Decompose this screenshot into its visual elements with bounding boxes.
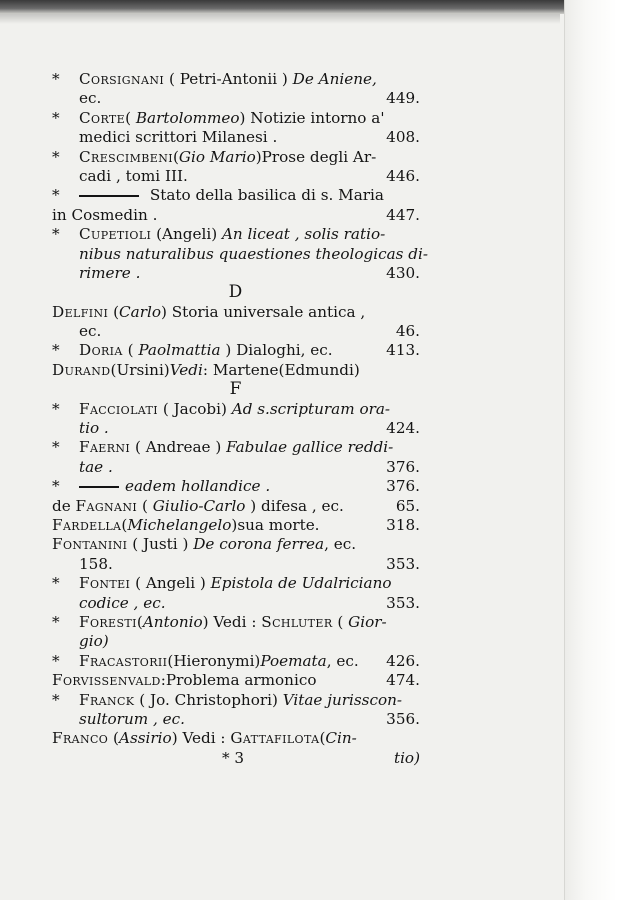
entry-author: Cupetioli [79, 225, 152, 244]
entry-text: ( [108, 302, 120, 321]
entry-author: Facciolati [79, 399, 159, 418]
entry-author: Gattafilota [230, 729, 320, 748]
asterisk-mark: * [52, 399, 60, 418]
entry-text: , ec. [324, 535, 357, 554]
ditto-dash [79, 195, 139, 197]
entry-text: medici scrittori Milanesi . [79, 128, 278, 147]
entry-text: ( Angeli ) [130, 574, 211, 593]
entry-title: codice , ec. [79, 593, 166, 612]
entry-given-name: Carlo [119, 302, 161, 321]
entry-text: ( [125, 108, 136, 127]
index-entry [52, 691, 420, 710]
page-number: 474. [386, 671, 420, 690]
index-entry [52, 70, 420, 89]
entry-author: Corsignani [79, 70, 165, 88]
entry-text: ( [136, 612, 143, 631]
asterisk-mark: * [52, 341, 60, 360]
page-number: 446. [386, 166, 420, 185]
entry-continuation [52, 206, 420, 225]
entry-continuation [52, 710, 420, 729]
entry-given-name: Cin- [325, 729, 357, 748]
index-entry [52, 535, 420, 554]
entry-text: ) Vedi : [171, 729, 231, 748]
entry-text: ( Andreae ) [130, 438, 227, 457]
asterisk-mark: * [52, 690, 60, 709]
entry-continuation-with-signature [52, 749, 420, 768]
index-entry [52, 341, 420, 360]
page-number: 376. [386, 477, 420, 496]
index-entry [52, 361, 420, 380]
entry-text: ) Dialoghi, ec. [220, 341, 333, 360]
page-number: 318. [386, 515, 420, 534]
entry-author: Doria [79, 341, 123, 360]
entry-continuation [52, 322, 420, 341]
index-entry [52, 225, 420, 244]
signature-mark: * 3 [222, 748, 245, 767]
asterisk-mark: * [52, 651, 60, 670]
entry-author: Fontanini [52, 535, 128, 554]
page-number: 449. [386, 89, 420, 108]
index-entry [52, 516, 420, 535]
entry-text: (Angeli) [151, 225, 222, 244]
entry-text: ( [121, 515, 128, 534]
entry-text: ( [137, 496, 153, 515]
index-entry [52, 109, 420, 128]
entry-author: Delfini [52, 302, 109, 321]
entry-text: cadi , tomi III. [79, 166, 188, 185]
entry-text: : Martene(Edmundi) [202, 360, 360, 379]
page-number: 356. [386, 709, 420, 728]
entry-text: ) Storia universale antica , [160, 302, 366, 321]
page-number: 413. [386, 341, 420, 360]
entry-given-name: Bartolommeo [135, 108, 240, 127]
entry-given-name: Michelangelo [127, 515, 232, 534]
entry-text: ) difesa , ec. [245, 496, 344, 515]
section-letter-d: D [228, 282, 244, 303]
index-entry [52, 671, 420, 690]
entry-continuation [52, 555, 420, 574]
entry-title: rimere . [79, 263, 141, 282]
asterisk-mark: * [52, 147, 60, 166]
page-number: 447. [386, 205, 420, 224]
entry-given-name: Giulio-Carlo [152, 496, 246, 515]
entry-text: ec. [79, 322, 102, 341]
page-number: 65. [395, 496, 420, 515]
entry-text: ec. [79, 89, 102, 108]
entry-text: (Ursini) [110, 360, 170, 379]
asterisk-mark: * [52, 438, 60, 457]
entry-text: ( [108, 729, 119, 748]
entry-text: ( Petri-Antonii ) [164, 70, 293, 88]
entry-author: Faerni [79, 438, 131, 457]
index-entry [52, 497, 420, 516]
asterisk-mark: * [52, 612, 60, 631]
entry-author: Crescimbeni [79, 147, 173, 166]
index-entry [52, 574, 420, 593]
index-entry [52, 477, 420, 496]
index-page [52, 70, 428, 768]
entry-continuation [52, 89, 420, 108]
entry-text: ) Notizie intorno a' [239, 108, 385, 127]
entry-given-name: Vedi [169, 360, 203, 379]
entry-title: De Aniene, [292, 70, 377, 88]
asterisk-mark: * [52, 186, 60, 205]
entry-given-name: gio) [79, 632, 109, 651]
entry-author: Corte [79, 108, 126, 127]
entry-author: Franck [79, 690, 135, 709]
asterisk-mark: * [52, 574, 60, 593]
entry-text: )Prose degli Ar- [255, 147, 377, 166]
entry-text: ( [122, 341, 139, 360]
entry-continuation [52, 128, 420, 147]
entry-text: :Problema armonico [160, 671, 317, 690]
entry-given-name: tio) [393, 748, 420, 767]
entry-title: Vitae jurisscon- [282, 690, 403, 709]
entry-given-name: Assirio [119, 729, 172, 748]
entry-author: Fontei [79, 574, 131, 593]
entry-title: nibus naturalibus quaestiones theologicas di- [79, 244, 428, 263]
entry-given-name: Gio Mario [178, 147, 256, 166]
asterisk-mark: * [52, 225, 60, 244]
index-entry [52, 400, 420, 419]
entry-title: De corona ferrea [193, 535, 325, 554]
page-number: 426. [386, 651, 420, 670]
asterisk-mark: * [52, 70, 60, 88]
ditto-dash [79, 486, 119, 488]
entry-continuation [52, 458, 420, 477]
entry-text: ( Justi ) [127, 535, 194, 554]
entry-author: Foresti [79, 612, 137, 631]
entry-continuation [52, 419, 420, 438]
entry-given-name: Antonio [142, 612, 203, 631]
entry-title: Poemata [260, 651, 327, 670]
index-entry [52, 729, 420, 748]
index-entry [52, 613, 420, 632]
index-entry [52, 186, 420, 205]
entry-given-name: Paolmattia [138, 341, 221, 360]
entry-title: An liceat , solis ratio- [221, 225, 386, 244]
entry-text: ( [172, 147, 179, 166]
asterisk-mark: * [52, 108, 60, 127]
entry-author: Forvissenvald [52, 671, 161, 690]
page-number: 408. [386, 128, 420, 147]
entry-title: sultorum , ec. [79, 709, 185, 728]
page-number: 376. [386, 457, 420, 476]
entry-text: ) Vedi : [202, 612, 262, 631]
entry-text: ( [319, 729, 326, 748]
page-number: 46. [395, 322, 420, 341]
page-number: 353. [386, 593, 420, 612]
entry-text: ( Jo. Christophori) [134, 690, 283, 709]
entry-title: Ad s.scripturam ora- [231, 399, 391, 418]
page-number: 424. [386, 419, 420, 438]
entry-continuation [52, 632, 420, 651]
entry-prefix: de [52, 496, 76, 515]
entry-author: Franco [52, 729, 109, 748]
entry-text: , ec. [326, 651, 359, 670]
index-entry [52, 303, 420, 322]
entry-text: (Hieronymi) [167, 651, 261, 670]
index-entry [52, 438, 420, 457]
asterisk-mark: * [52, 477, 60, 496]
entry-given-name: Gior- [348, 612, 387, 631]
entry-continuation [52, 264, 420, 283]
page-number: 430. [386, 263, 420, 282]
entry-text: in Cosmedin . [52, 205, 158, 224]
page-number: 353. [386, 554, 420, 573]
entry-author: Fagnani [75, 496, 138, 515]
entry-continuation [52, 244, 428, 264]
entry-author: Fardella [52, 515, 122, 534]
entry-text: ( Jacobi) [158, 399, 232, 418]
entry-text: ( [332, 612, 349, 631]
entry-title: Epistola de Udalriciano [210, 574, 392, 593]
entry-author: Durand [52, 360, 111, 379]
entry-author: Schluter [261, 612, 333, 631]
entry-continuation [52, 167, 420, 186]
entry-text: Stato della basilica di s. Maria [145, 186, 384, 205]
entry-text: )sua morte. [231, 515, 320, 534]
entry-title: eadem hollandice . [125, 477, 271, 496]
entry-author: Fracastorii [79, 651, 168, 670]
entry-title: tio . [79, 419, 109, 438]
index-entry [52, 148, 420, 167]
scan-top-shadow [0, 14, 560, 24]
entry-title: Fabulae gallice reddi- [226, 438, 394, 457]
scan-top-band [0, 0, 617, 14]
entry-title: tae . [79, 457, 113, 476]
scan-page-edge [564, 0, 617, 900]
section-letter-f: F [229, 379, 243, 400]
index-entry [52, 652, 420, 671]
entry-text: 158. [79, 554, 113, 573]
entry-continuation [52, 594, 420, 613]
